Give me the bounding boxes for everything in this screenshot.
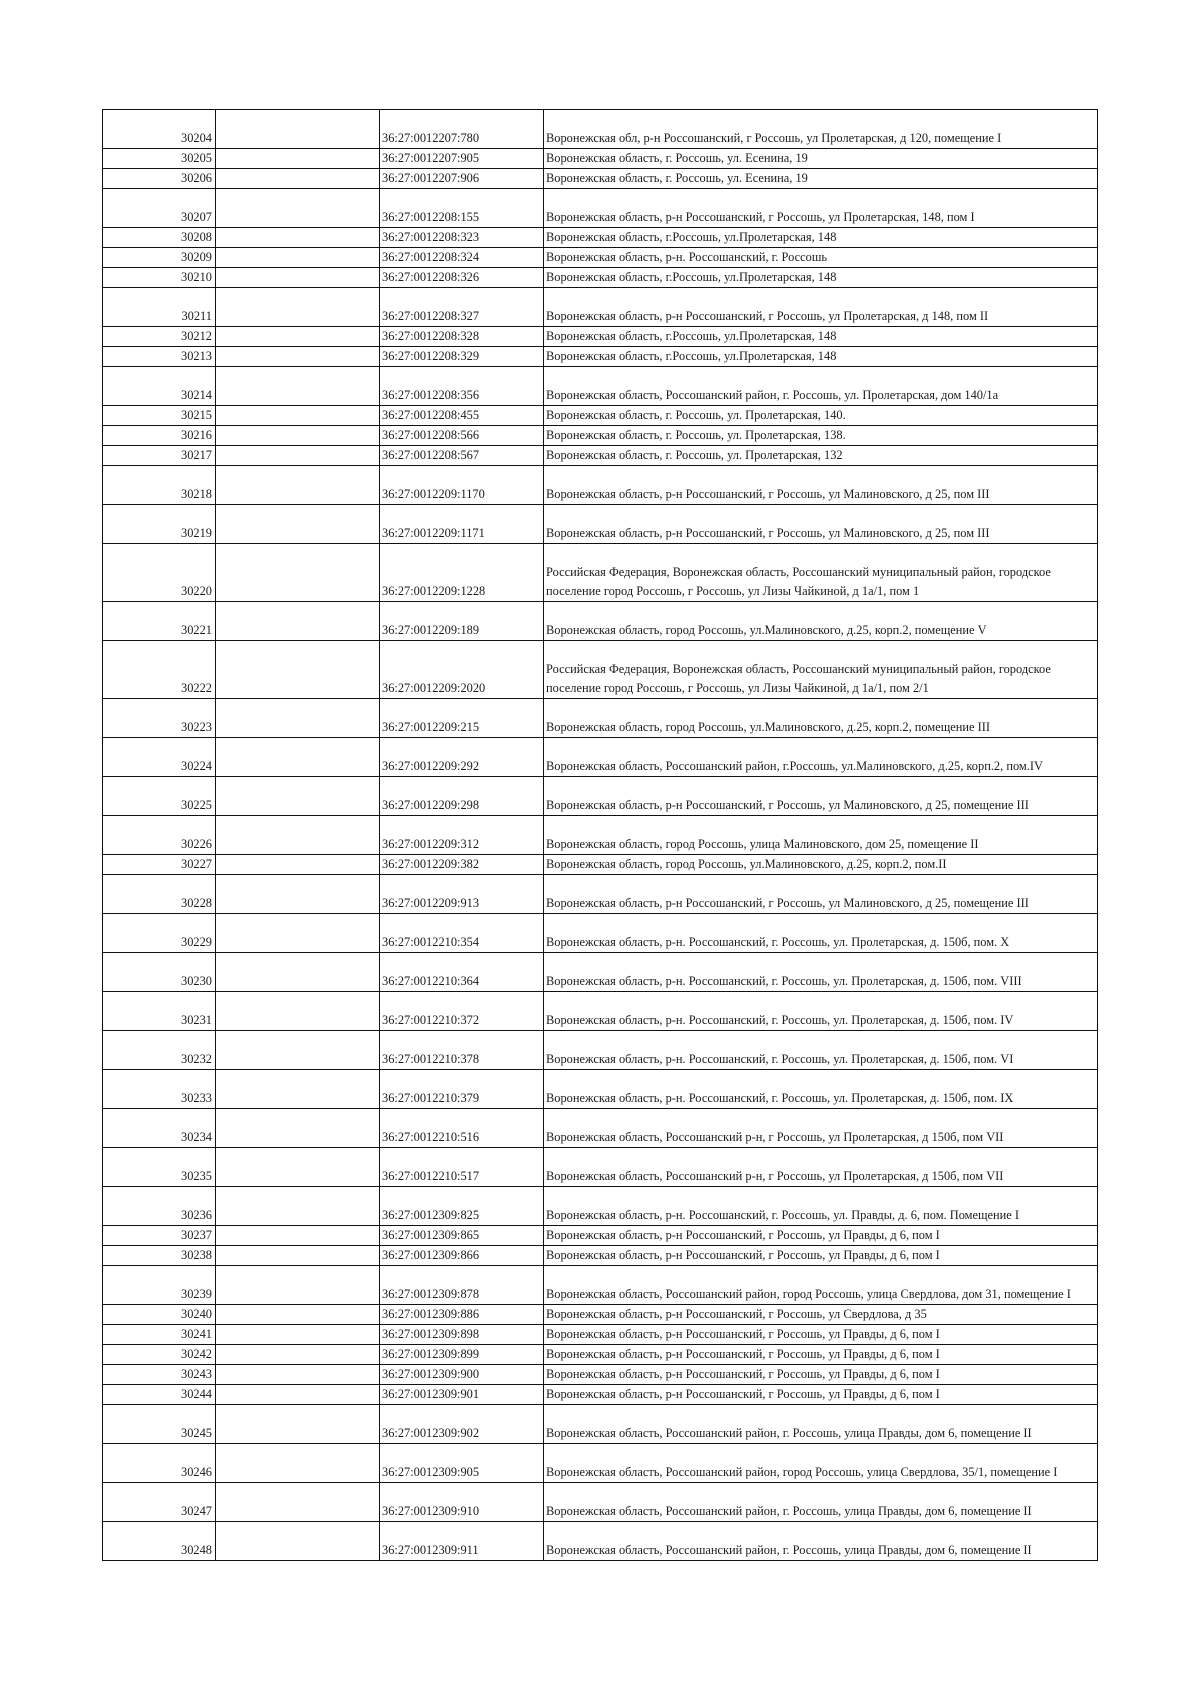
empty-cell [216, 1246, 380, 1266]
table-row [103, 1522, 1098, 1561]
row-number-cell: 30224 [103, 738, 216, 777]
cadastral-number-cell: 36:27:0012208:326 [380, 268, 544, 288]
table-row [103, 110, 1098, 149]
row-number-cell: 30217 [103, 446, 216, 466]
row-number-cell: 30206 [103, 169, 216, 189]
table-row [103, 268, 1098, 288]
address-cell: Воронежская обл, р-н Россошанский, г Россошь, ул Пролетарская, д 120, помещение I [544, 110, 1098, 149]
table-row [103, 953, 1098, 992]
address-cell: Российская Федерация, Воронежская область, Россошанский муниципальный район, городское поселение город Россошь, г Россошь, ул Лизы Чайкиной, д 1а/1, пом 1 [544, 544, 1098, 602]
address-cell: Воронежская область, р-н Россошанский, г Россошь, ул Свердлова, д 35 [544, 1305, 1098, 1325]
row-number-cell: 30228 [103, 875, 216, 914]
cadastral-number-cell: 36:27:0012208:327 [380, 288, 544, 327]
row-number-cell: 30207 [103, 189, 216, 228]
address-cell: Воронежская область, г. Россошь, ул. Пролетарская, 132 [544, 446, 1098, 466]
cadastral-number-cell: 36:27:0012208:356 [380, 367, 544, 406]
empty-cell [216, 1325, 380, 1345]
cadastral-number-cell: 36:27:0012208:566 [380, 426, 544, 446]
empty-cell [216, 1444, 380, 1483]
empty-cell [216, 1070, 380, 1109]
empty-cell [216, 544, 380, 602]
document-sheet [102, 109, 1098, 1561]
cadastral-number-cell: 36:27:0012207:905 [380, 149, 544, 169]
cadastral-number-cell: 36:27:0012209:189 [380, 602, 544, 641]
address-cell: Воронежская область, город Россошь, ул.Малиновского, д.25, корп.2, пом.II [544, 855, 1098, 875]
cadastral-number-cell: 36:27:0012309:865 [380, 1226, 544, 1246]
empty-cell [216, 738, 380, 777]
table-row [103, 777, 1098, 816]
row-number-cell: 30245 [103, 1405, 216, 1444]
address-cell: Воронежская область, Россошанский район, г. Россошь, улица Правды, дом 6, помещение II [544, 1405, 1098, 1444]
cadastral-number-cell: 36:27:0012207:780 [380, 110, 544, 149]
table-row [103, 1444, 1098, 1483]
empty-cell [216, 327, 380, 347]
row-number-cell: 30209 [103, 248, 216, 268]
address-cell: Воронежская область, р-н. Россошанский, г. Россошь, ул. Пролетарская, д. 150б, пом. IV [544, 992, 1098, 1031]
empty-cell [216, 875, 380, 914]
empty-cell [216, 1483, 380, 1522]
address-cell: Воронежская область, р-н Россошанский, г Россошь, ул Пролетарская, д 148, пом II [544, 288, 1098, 327]
address-cell: Воронежская область, р-н. Россошанский, г. Россошь, ул. Правды, д. 6, пом. Помещение I [544, 1187, 1098, 1226]
address-cell: Воронежская область, город Россошь, ул.Малиновского, д.25, корп.2, помещение V [544, 602, 1098, 641]
cadastral-number-cell: 36:27:0012309:902 [380, 1405, 544, 1444]
address-cell: Воронежская область, Россошанский район, г. Россошь, улица Правды, дом 6, помещение II [544, 1522, 1098, 1561]
empty-cell [216, 1405, 380, 1444]
table-row [103, 1365, 1098, 1385]
cadastral-number-cell: 36:27:0012210:354 [380, 914, 544, 953]
cadastral-number-cell: 36:27:0012208:324 [380, 248, 544, 268]
table-row [103, 855, 1098, 875]
table-row [103, 914, 1098, 953]
row-number-cell: 30242 [103, 1345, 216, 1365]
empty-cell [216, 189, 380, 228]
table-row [103, 505, 1098, 544]
cadastral-number-cell: 36:27:0012210:372 [380, 992, 544, 1031]
empty-cell [216, 367, 380, 406]
cadastral-number-cell: 36:27:0012208:455 [380, 406, 544, 426]
empty-cell [216, 1385, 380, 1405]
row-number-cell: 30235 [103, 1148, 216, 1187]
table-row [103, 1325, 1098, 1345]
cadastral-number-cell: 36:27:0012309:905 [380, 1444, 544, 1483]
table-row [103, 288, 1098, 327]
empty-cell [216, 1345, 380, 1365]
cadastral-number-cell: 36:27:0012309:825 [380, 1187, 544, 1226]
table-row [103, 602, 1098, 641]
table-row [103, 169, 1098, 189]
cadastral-number-cell: 36:27:0012210:517 [380, 1148, 544, 1187]
address-cell: Воронежская область, р-н. Россошанский, г. Россошь, ул. Пролетарская, д. 150б, пом. X [544, 914, 1098, 953]
empty-cell [216, 248, 380, 268]
empty-cell [216, 641, 380, 699]
address-cell: Воронежская область, р-н Россошанский, г Россошь, ул Правды, д 6, пом I [544, 1345, 1098, 1365]
row-number-cell: 30220 [103, 544, 216, 602]
address-cell: Воронежская область, г.Россошь, ул.Пролетарская, 148 [544, 268, 1098, 288]
row-number-cell: 30222 [103, 641, 216, 699]
cadastral-number-cell: 36:27:0012208:155 [380, 189, 544, 228]
table-row [103, 641, 1098, 699]
row-number-cell: 30205 [103, 149, 216, 169]
table-row [103, 1109, 1098, 1148]
cadastral-number-cell: 36:27:0012210:364 [380, 953, 544, 992]
empty-cell [216, 466, 380, 505]
row-number-cell: 30230 [103, 953, 216, 992]
row-number-cell: 30218 [103, 466, 216, 505]
cadastral-number-cell: 36:27:0012309:901 [380, 1385, 544, 1405]
empty-cell [216, 1266, 380, 1305]
cadastral-number-cell: 36:27:0012309:910 [380, 1483, 544, 1522]
address-cell: Воронежская область, р-н Россошанский, г Россошь, ул Малиновского, д 25, помещение III [544, 875, 1098, 914]
table-row [103, 149, 1098, 169]
address-cell: Воронежская область, р-н. Россошанский, г. Россошь [544, 248, 1098, 268]
cadastral-number-cell: 36:27:0012209:215 [380, 699, 544, 738]
table-row [103, 1305, 1098, 1325]
row-number-cell: 30221 [103, 602, 216, 641]
row-number-cell: 30243 [103, 1365, 216, 1385]
empty-cell [216, 268, 380, 288]
row-number-cell: 30210 [103, 268, 216, 288]
empty-cell [216, 855, 380, 875]
row-number-cell: 30240 [103, 1305, 216, 1325]
row-number-cell: 30246 [103, 1444, 216, 1483]
address-cell: Воронежская область, р-н Россошанский, г Россошь, ул Правды, д 6, пом I [544, 1246, 1098, 1266]
row-number-cell: 30211 [103, 288, 216, 327]
address-cell: Воронежская область, г. Россошь, ул. Пролетарская, 140. [544, 406, 1098, 426]
row-number-cell: 30239 [103, 1266, 216, 1305]
empty-cell [216, 1031, 380, 1070]
cadastral-number-cell: 36:27:0012309:878 [380, 1266, 544, 1305]
address-cell: Воронежская область, р-н Россошанский, г Россошь, ул Правды, д 6, пом I [544, 1365, 1098, 1385]
row-number-cell: 30229 [103, 914, 216, 953]
address-cell: Воронежская область, г. Россошь, ул. Пролетарская, 138. [544, 426, 1098, 446]
address-cell: Воронежская область, р-н. Россошанский, г. Россошь, ул. Пролетарская, д. 150б, пом. VIII [544, 953, 1098, 992]
table-row [103, 466, 1098, 505]
empty-cell [216, 1522, 380, 1561]
empty-cell [216, 953, 380, 992]
row-number-cell: 30215 [103, 406, 216, 426]
address-cell: Воронежская область, Россошанский район, г. Россошь, ул. Пролетарская, дом 140/1а [544, 367, 1098, 406]
row-number-cell: 30244 [103, 1385, 216, 1405]
cadastral-number-cell: 36:27:0012209:382 [380, 855, 544, 875]
cadastral-number-cell: 36:27:0012309:900 [380, 1365, 544, 1385]
row-number-cell: 30241 [103, 1325, 216, 1345]
empty-cell [216, 1226, 380, 1246]
address-cell: Воронежская область, г. Россошь, ул. Есенина, 19 [544, 149, 1098, 169]
address-cell: Воронежская область, г. Россошь, ул. Есенина, 19 [544, 169, 1098, 189]
table-row [103, 1148, 1098, 1187]
empty-cell [216, 347, 380, 367]
cadastral-number-cell: 36:27:0012208:323 [380, 228, 544, 248]
table-row [103, 228, 1098, 248]
table-row [103, 426, 1098, 446]
address-cell: Воронежская область, Россошанский р-н, г Россошь, ул Пролетарская, д 150б, пом VII [544, 1109, 1098, 1148]
row-number-cell: 30248 [103, 1522, 216, 1561]
table-row [103, 1385, 1098, 1405]
empty-cell [216, 149, 380, 169]
row-number-cell: 30219 [103, 505, 216, 544]
row-number-cell: 30236 [103, 1187, 216, 1226]
empty-cell [216, 992, 380, 1031]
address-cell: Российская Федерация, Воронежская область, Россошанский муниципальный район, городское поселение город Россошь, г Россошь, ул Лизы Чайкиной, д 1а/1, пом 2/1 [544, 641, 1098, 699]
empty-cell [216, 426, 380, 446]
empty-cell [216, 1187, 380, 1226]
empty-cell [216, 169, 380, 189]
table-row [103, 992, 1098, 1031]
empty-cell [216, 406, 380, 426]
empty-cell [216, 110, 380, 149]
address-cell: Воронежская область, Россошанский район, г. Россошь, улица Правды, дом 6, помещение II [544, 1483, 1098, 1522]
empty-cell [216, 1109, 380, 1148]
row-number-cell: 30225 [103, 777, 216, 816]
row-number-cell: 30232 [103, 1031, 216, 1070]
address-cell: Воронежская область, Россошанский район, город Россошь, улица Свердлова, 35/1, помещение I [544, 1444, 1098, 1483]
row-number-cell: 30212 [103, 327, 216, 347]
address-cell: Воронежская область, р-н. Россошанский, г. Россошь, ул. Пролетарская, д. 150б, пом. IX [544, 1070, 1098, 1109]
address-cell: Воронежская область, Россошанский район, город Россошь, улица Свердлова, дом 31, помещение I [544, 1266, 1098, 1305]
registry-table [102, 109, 1098, 1561]
row-number-cell: 30208 [103, 228, 216, 248]
table-row [103, 1266, 1098, 1305]
empty-cell [216, 602, 380, 641]
cadastral-number-cell: 36:27:0012210:516 [380, 1109, 544, 1148]
table-row [103, 406, 1098, 426]
table-row [103, 1483, 1098, 1522]
empty-cell [216, 1365, 380, 1385]
row-number-cell: 30226 [103, 816, 216, 855]
row-number-cell: 30216 [103, 426, 216, 446]
address-cell: Воронежская область, Россошанский район, г.Россошь, ул.Малиновского, д.25, корп.2, пом.IV [544, 738, 1098, 777]
cadastral-number-cell: 36:27:0012309:886 [380, 1305, 544, 1325]
cadastral-number-cell: 36:27:0012309:899 [380, 1345, 544, 1365]
address-cell: Воронежская область, г.Россошь, ул.Пролетарская, 148 [544, 327, 1098, 347]
empty-cell [216, 777, 380, 816]
address-cell: Воронежская область, р-н. Россошанский, г. Россошь, ул. Пролетарская, д. 150б, пом. VI [544, 1031, 1098, 1070]
table-row [103, 699, 1098, 738]
cadastral-number-cell: 36:27:0012209:298 [380, 777, 544, 816]
row-number-cell: 30233 [103, 1070, 216, 1109]
table-row [103, 1226, 1098, 1246]
cadastral-number-cell: 36:27:0012209:2020 [380, 641, 544, 699]
empty-cell [216, 816, 380, 855]
table-row [103, 544, 1098, 602]
address-cell: Воронежская область, р-н Россошанский, г Россошь, ул Правды, д 6, пом I [544, 1325, 1098, 1345]
cadastral-number-cell: 36:27:0012309:898 [380, 1325, 544, 1345]
row-number-cell: 30247 [103, 1483, 216, 1522]
address-cell: Воронежская область, город Россошь, улица Малиновского, дом 25, помещение II [544, 816, 1098, 855]
table-row [103, 1345, 1098, 1365]
empty-cell [216, 288, 380, 327]
cadastral-number-cell: 36:27:0012309:866 [380, 1246, 544, 1266]
cadastral-number-cell: 36:27:0012209:1171 [380, 505, 544, 544]
address-cell: Воронежская область, р-н Россошанский, г Россошь, ул Малиновского, д 25, помещение III [544, 777, 1098, 816]
empty-cell [216, 914, 380, 953]
empty-cell [216, 1305, 380, 1325]
cadastral-number-cell: 36:27:0012208:328 [380, 327, 544, 347]
table-row [103, 1070, 1098, 1109]
row-number-cell: 30223 [103, 699, 216, 738]
address-cell: Воронежская область, г.Россошь, ул.Пролетарская, 148 [544, 347, 1098, 367]
cadastral-number-cell: 36:27:0012209:312 [380, 816, 544, 855]
row-number-cell: 30231 [103, 992, 216, 1031]
cadastral-number-cell: 36:27:0012208:567 [380, 446, 544, 466]
table-row [103, 875, 1098, 914]
row-number-cell: 30234 [103, 1109, 216, 1148]
cadastral-number-cell: 36:27:0012210:379 [380, 1070, 544, 1109]
row-number-cell: 30238 [103, 1246, 216, 1266]
address-cell: Воронежская область, р-н Россошанский, г Россошь, ул Малиновского, д 25, пом III [544, 466, 1098, 505]
address-cell: Воронежская область, р-н Россошанский, г Россошь, ул Правды, д 6, пом I [544, 1226, 1098, 1246]
table-row [103, 816, 1098, 855]
cadastral-number-cell: 36:27:0012209:1228 [380, 544, 544, 602]
empty-cell [216, 228, 380, 248]
cadastral-number-cell: 36:27:0012209:913 [380, 875, 544, 914]
table-row [103, 1246, 1098, 1266]
table-row [103, 189, 1098, 228]
cadastral-number-cell: 36:27:0012210:378 [380, 1031, 544, 1070]
table-row [103, 248, 1098, 268]
row-number-cell: 30227 [103, 855, 216, 875]
cadastral-number-cell: 36:27:0012309:911 [380, 1522, 544, 1561]
empty-cell [216, 505, 380, 544]
table-row [103, 738, 1098, 777]
registry-table-body [103, 110, 1098, 1561]
empty-cell [216, 1148, 380, 1187]
table-row [103, 367, 1098, 406]
table-row [103, 327, 1098, 347]
empty-cell [216, 446, 380, 466]
cadastral-number-cell: 36:27:0012209:1170 [380, 466, 544, 505]
row-number-cell: 30204 [103, 110, 216, 149]
row-number-cell: 30213 [103, 347, 216, 367]
cadastral-number-cell: 36:27:0012208:329 [380, 347, 544, 367]
address-cell: Воронежская область, р-н Россошанский, г Россошь, ул Правды, д 6, пом I [544, 1385, 1098, 1405]
address-cell: Воронежская область, г.Россошь, ул.Пролетарская, 148 [544, 228, 1098, 248]
table-row [103, 1187, 1098, 1226]
address-cell: Воронежская область, Россошанский р-н, г Россошь, ул Пролетарская, д 150б, пом VII [544, 1148, 1098, 1187]
row-number-cell: 30214 [103, 367, 216, 406]
row-number-cell: 30237 [103, 1226, 216, 1246]
address-cell: Воронежская область, р-н Россошанский, г Россошь, ул Малиновского, д 25, пом III [544, 505, 1098, 544]
address-cell: Воронежская область, р-н Россошанский, г Россошь, ул Пролетарская, 148, пом I [544, 189, 1098, 228]
table-row [103, 1405, 1098, 1444]
address-cell: Воронежская область, город Россошь, ул.Малиновского, д.25, корп.2, помещение III [544, 699, 1098, 738]
table-row [103, 1031, 1098, 1070]
empty-cell [216, 699, 380, 738]
cadastral-number-cell: 36:27:0012209:292 [380, 738, 544, 777]
table-row [103, 446, 1098, 466]
table-row [103, 347, 1098, 367]
cadastral-number-cell: 36:27:0012207:906 [380, 169, 544, 189]
